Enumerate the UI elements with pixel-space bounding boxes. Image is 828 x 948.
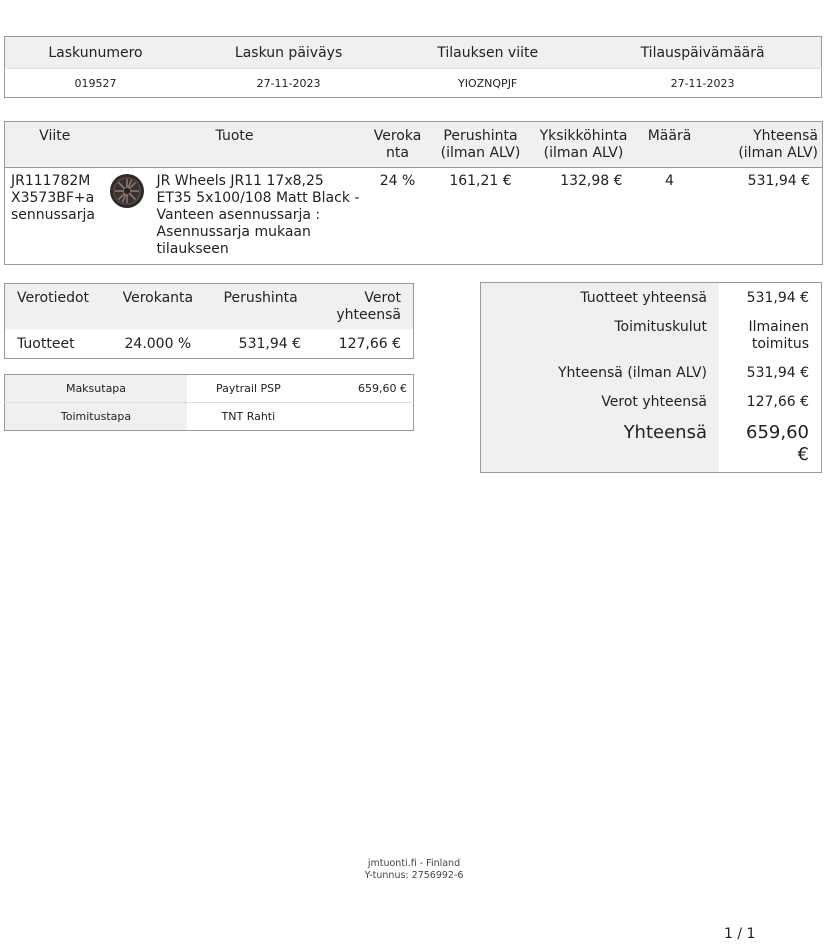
tax-col-header-rate: Verokanta xyxy=(107,284,208,330)
invoice-header-table xyxy=(4,36,822,98)
col-header-unit-price: Yksikköhinta (ilman ALV) xyxy=(531,122,637,168)
col-header-total: Yhteensä (ilman ALV) xyxy=(703,122,823,168)
product-ref: JR111782M X3573BF+a sennussarja xyxy=(5,168,105,265)
invoice-date-label: Laskun päiväys xyxy=(186,37,391,69)
invoice-date-value: 27-11-2023 xyxy=(186,69,391,98)
invoice-number-value: 019527 xyxy=(5,69,186,98)
col-header-qty: Määrä xyxy=(637,122,703,168)
payment-table xyxy=(4,374,414,431)
footer-company: jmtuonti.fi - Finland xyxy=(367,858,461,869)
tax-details-table xyxy=(4,283,414,359)
grand-total-value: 659,60 € xyxy=(746,422,809,465)
product-unit-price: 132,98 € xyxy=(531,168,637,265)
tax-row-label: Tuotteet xyxy=(17,335,75,352)
order-reference-value: YIOZNQPJF xyxy=(391,69,584,98)
product-description: JR Wheels JR11 17x8,25 ET35 5x100/108 Matt Black - Vanteen asennussarja : Asennussarja mukaan tilaukseen xyxy=(153,168,365,265)
footer-business-id: Y-tunnus: 2756992-6 xyxy=(364,870,464,881)
col-header-ref: Viite xyxy=(5,122,105,168)
product-tax-rate: 24 % xyxy=(365,168,431,265)
product-base-price: 161,21 € xyxy=(431,168,531,265)
product-thumbnail xyxy=(105,168,153,265)
shipping-method-value: TNT Rahti xyxy=(187,403,310,431)
shipping-cost-label: Toimituskulut xyxy=(481,312,720,358)
order-reference-label: Tilauksen viite xyxy=(391,37,584,69)
products-table xyxy=(4,121,823,265)
payment-method-value: Paytrail PSP xyxy=(215,382,281,395)
tax-total-value: 127,66 € xyxy=(746,394,809,410)
tax-row-rate: 24.000 % xyxy=(124,335,192,352)
grand-total-label: Yhteensä xyxy=(481,416,720,473)
invoice-number-label: Laskunumero xyxy=(5,37,186,69)
col-header-product: Tuote xyxy=(105,122,365,168)
product-total: 531,94 € xyxy=(703,168,823,265)
order-date-label: Tilauspäivämäärä xyxy=(584,37,821,69)
tax-total-label: Verot yhteensä xyxy=(481,387,720,416)
order-date-value: 27-11-2023 xyxy=(584,69,821,98)
table-row xyxy=(5,329,414,359)
tax-col-header-total: Verot yhteensä xyxy=(313,284,414,330)
tax-col-header-info: Verotiedot xyxy=(5,284,108,330)
net-total-label: Yhteensä (ilman ALV) xyxy=(481,358,720,387)
shipping-method-label: Toimitustapa xyxy=(5,403,188,431)
tax-col-header-base: Perushinta xyxy=(208,284,313,330)
product-qty: 4 xyxy=(637,168,703,265)
table-row xyxy=(5,168,823,265)
wheel-icon xyxy=(109,173,145,209)
net-total-value: 531,94 € xyxy=(746,365,809,381)
tax-row-total: 127,66 € xyxy=(338,335,401,352)
payment-method-amount: 659,60 € xyxy=(358,382,407,395)
page-number: 1 / 1 xyxy=(724,926,756,942)
shipping-cost-value: Ilmainen toimitus xyxy=(748,319,809,352)
col-header-tax-rate: Veroka nta xyxy=(365,122,431,168)
empty-cell xyxy=(310,403,414,431)
footer xyxy=(0,858,828,882)
payment-method-label: Maksutapa xyxy=(5,375,188,403)
totals-table xyxy=(480,282,822,473)
products-total-value: 531,94 € xyxy=(746,290,809,306)
tax-row-base: 531,94 € xyxy=(238,335,301,352)
products-total-label: Tuotteet yhteensä xyxy=(481,283,720,313)
col-header-base-price: Perushinta (ilman ALV) xyxy=(431,122,531,168)
